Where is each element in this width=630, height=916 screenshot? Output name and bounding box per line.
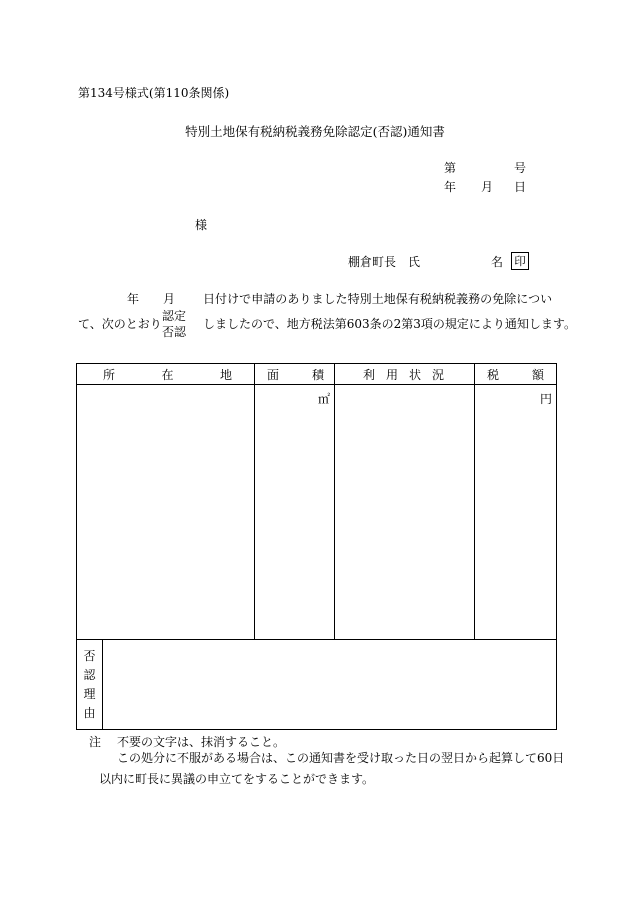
note-line-3: 以内に町長に異議の申立てをすることができます。 <box>99 772 375 786</box>
body-line-2-prefix: て、次のとおり <box>78 317 162 331</box>
addressee-suffix: 様 <box>195 218 208 232</box>
doc-number-suffix: 号 <box>514 161 527 175</box>
option-approve: 認定 <box>162 309 187 323</box>
document-title: 特別土地保有税納税義務免除認定(否認)通知書 <box>185 124 445 139</box>
area-unit: ㎡ <box>318 392 331 406</box>
doc-number-prefix: 第 <box>444 161 457 175</box>
header-location: 所 在 地 <box>77 364 255 385</box>
option-deny: 否認 <box>162 325 187 339</box>
tax-cell[interactable] <box>475 385 557 640</box>
sender-title: 棚倉町長 氏 <box>348 255 421 269</box>
date-day: 日 <box>514 180 527 194</box>
usage-cell[interactable] <box>335 385 475 640</box>
area-cell[interactable] <box>255 385 335 640</box>
date-month: 月 <box>481 180 494 194</box>
body-line-1: 日付けで申請のありました特別土地保有税納税義務の免除につい <box>203 292 553 306</box>
seal-box: 印 <box>511 252 529 270</box>
body-line-2-suffix: しましたので、地方税法第603条の2第3項の規定により通知します。 <box>203 317 576 331</box>
body-month: 月 <box>163 292 176 306</box>
location-cell[interactable] <box>77 385 255 640</box>
note-line-2: この処分に不服がある場合は、この通知書を受け取った日の翌日から起算して60日 <box>117 751 565 765</box>
reason-cell[interactable] <box>103 640 557 730</box>
date-year: 年 <box>444 180 457 194</box>
reason-label: 否 認 理 由 <box>77 640 103 730</box>
header-area: 面 積 <box>255 364 335 385</box>
sender-name-label: 名 <box>491 255 504 269</box>
header-tax: 税 額 <box>475 364 557 385</box>
note-line-1: 不要の文字は、抹消すること。 <box>117 735 286 749</box>
tax-unit: 円 <box>540 392 553 406</box>
property-table <box>76 363 557 730</box>
table-body-row <box>77 385 557 640</box>
table-header-row <box>77 364 557 385</box>
reason-row <box>77 640 557 730</box>
form-number: 第134号様式(第110条関係) <box>78 86 230 100</box>
header-usage: 利 用 状 況 <box>335 364 475 385</box>
note-label: 注 <box>89 735 102 749</box>
body-year: 年 <box>127 292 140 306</box>
